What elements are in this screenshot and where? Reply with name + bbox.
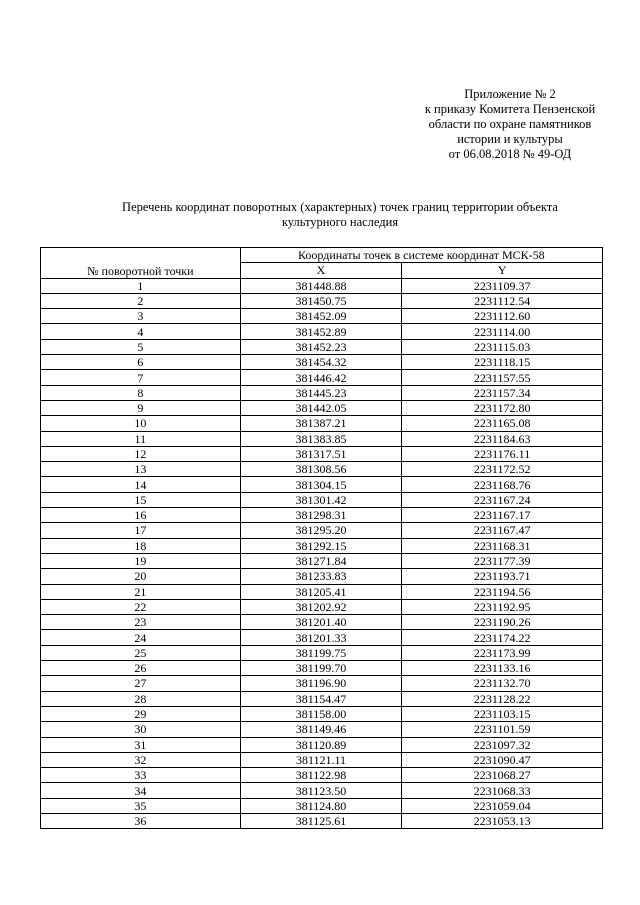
y-coordinate-cell: 2231190.26 xyxy=(402,615,603,630)
table-row xyxy=(41,385,603,400)
y-coordinate-cell: 2231103.15 xyxy=(402,706,603,721)
table-body xyxy=(41,278,603,829)
x-coordinate-cell: 381295.20 xyxy=(240,523,402,538)
y-coordinate-cell: 2231176.11 xyxy=(402,446,603,461)
point-number-cell: 11 xyxy=(41,431,241,446)
y-coordinate-cell: 2231133.16 xyxy=(402,661,603,676)
table-row xyxy=(41,538,603,553)
table-row xyxy=(41,661,603,676)
x-coordinate-cell: 381445.23 xyxy=(240,385,402,400)
y-coordinate-cell: 2231194.56 xyxy=(402,584,603,599)
y-coordinate-cell: 2231128.22 xyxy=(402,691,603,706)
point-number-cell: 33 xyxy=(41,768,241,783)
table-row xyxy=(41,813,603,828)
y-coordinate-cell: 2231165.08 xyxy=(402,416,603,431)
x-coordinate-cell: 381158.00 xyxy=(240,706,402,721)
x-coordinate-cell: 381121.11 xyxy=(240,752,402,767)
point-number-cell: 4 xyxy=(41,324,241,339)
x-coordinate-cell: 381448.88 xyxy=(240,278,402,293)
point-number-cell: 17 xyxy=(41,523,241,538)
coordinates-table xyxy=(40,247,603,829)
point-number-cell: 8 xyxy=(41,385,241,400)
table-row xyxy=(41,737,603,752)
point-number-cell: 26 xyxy=(41,661,241,676)
x-coordinate-cell: 381452.09 xyxy=(240,309,402,324)
table-row xyxy=(41,569,603,584)
header-line: Приложение № 2 xyxy=(464,87,556,101)
table-row xyxy=(41,431,603,446)
y-coordinate-cell: 2231184.63 xyxy=(402,431,603,446)
table-row xyxy=(41,355,603,370)
x-coordinate-cell: 381201.40 xyxy=(240,615,402,630)
appendix-header xyxy=(405,87,615,162)
table-row xyxy=(41,615,603,630)
y-coordinate-cell: 2231101.59 xyxy=(402,722,603,737)
x-coordinate-cell: 381154.47 xyxy=(240,691,402,706)
x-coordinate-cell: 381122.98 xyxy=(240,768,402,783)
point-number-cell: 23 xyxy=(41,615,241,630)
table-row xyxy=(41,400,603,415)
x-header: X xyxy=(240,263,402,278)
table-row xyxy=(41,477,603,492)
y-coordinate-cell: 2231167.24 xyxy=(402,492,603,507)
x-coordinate-cell: 381452.89 xyxy=(240,324,402,339)
header-line: к приказу Комитета Пензенской xyxy=(424,102,596,116)
y-coordinate-cell: 2231193.71 xyxy=(402,569,603,584)
point-number-cell: 6 xyxy=(41,355,241,370)
x-coordinate-cell: 381201.33 xyxy=(240,630,402,645)
x-coordinate-cell: 381317.51 xyxy=(240,446,402,461)
point-number-cell: 35 xyxy=(41,798,241,813)
coordinates-header: Координаты точек в системе координат МСК-58 xyxy=(240,248,602,263)
y-coordinate-cell: 2231090.47 xyxy=(402,752,603,767)
point-number-cell: 21 xyxy=(41,584,241,599)
point-number-cell: 5 xyxy=(41,339,241,354)
x-coordinate-cell: 381202.92 xyxy=(240,599,402,614)
table-row xyxy=(41,309,603,324)
point-number-cell: 12 xyxy=(41,446,241,461)
y-coordinate-cell: 2231172.80 xyxy=(402,400,603,415)
point-number-cell: 31 xyxy=(41,737,241,752)
x-coordinate-cell: 381196.90 xyxy=(240,676,402,691)
y-coordinate-cell: 2231157.55 xyxy=(402,370,603,385)
table-row xyxy=(41,508,603,523)
table-row xyxy=(41,783,603,798)
x-coordinate-cell: 381383.85 xyxy=(240,431,402,446)
document-title xyxy=(60,200,620,230)
y-coordinate-cell: 2231177.39 xyxy=(402,553,603,568)
table-row xyxy=(41,324,603,339)
table-row xyxy=(41,599,603,614)
x-coordinate-cell: 381298.31 xyxy=(240,508,402,523)
x-coordinate-cell: 381233.83 xyxy=(240,569,402,584)
point-number-cell: 28 xyxy=(41,691,241,706)
x-coordinate-cell: 381442.05 xyxy=(240,400,402,415)
table-row xyxy=(41,645,603,660)
y-coordinate-cell: 2231109.37 xyxy=(402,278,603,293)
y-coordinate-cell: 2231118.15 xyxy=(402,355,603,370)
y-coordinate-cell: 2231157.34 xyxy=(402,385,603,400)
point-number-cell: 9 xyxy=(41,400,241,415)
point-number-cell: 19 xyxy=(41,553,241,568)
table-row xyxy=(41,691,603,706)
x-coordinate-cell: 381149.46 xyxy=(240,722,402,737)
x-coordinate-cell: 381301.42 xyxy=(240,492,402,507)
x-coordinate-cell: 381304.15 xyxy=(240,477,402,492)
y-coordinate-cell: 2231068.33 xyxy=(402,783,603,798)
point-number-cell: 34 xyxy=(41,783,241,798)
y-coordinate-cell: 2231192.95 xyxy=(402,599,603,614)
header-line: от 06.08.2018 № 49-ОД xyxy=(448,147,572,161)
point-number-cell: 13 xyxy=(41,462,241,477)
table-row xyxy=(41,676,603,691)
x-coordinate-cell: 381452.23 xyxy=(240,339,402,354)
x-coordinate-cell: 381124.80 xyxy=(240,798,402,813)
x-coordinate-cell: 381199.75 xyxy=(240,645,402,660)
table-row xyxy=(41,553,603,568)
table-row xyxy=(41,492,603,507)
y-coordinate-cell: 2231053.13 xyxy=(402,813,603,828)
point-number-cell: 29 xyxy=(41,706,241,721)
y-coordinate-cell: 2231172.52 xyxy=(402,462,603,477)
y-coordinate-cell: 2231174.22 xyxy=(402,630,603,645)
table-row xyxy=(41,752,603,767)
y-coordinate-cell: 2231097.32 xyxy=(402,737,603,752)
x-coordinate-cell: 381271.84 xyxy=(240,553,402,568)
y-coordinate-cell: 2231112.54 xyxy=(402,293,603,308)
point-number-cell: 20 xyxy=(41,569,241,584)
x-coordinate-cell: 381125.61 xyxy=(240,813,402,828)
point-number-cell: 36 xyxy=(41,813,241,828)
point-number-cell: 7 xyxy=(41,370,241,385)
point-number-cell: 14 xyxy=(41,477,241,492)
table-row xyxy=(41,416,603,431)
table-row xyxy=(41,584,603,599)
y-coordinate-cell: 2231112.60 xyxy=(402,309,603,324)
y-coordinate-cell: 2231115.03 xyxy=(402,339,603,354)
table-row xyxy=(41,523,603,538)
y-header: Y xyxy=(402,263,603,278)
point-number-cell: 10 xyxy=(41,416,241,431)
title-line: Перечень координат поворотных (характерных) точек границ территории объекта xyxy=(122,200,558,214)
point-number-cell: 32 xyxy=(41,752,241,767)
header-line: истории и культуры xyxy=(457,132,563,146)
table-row xyxy=(41,278,603,293)
table-row xyxy=(41,768,603,783)
x-coordinate-cell: 381123.50 xyxy=(240,783,402,798)
x-coordinate-cell: 381308.56 xyxy=(240,462,402,477)
y-coordinate-cell: 2231068.27 xyxy=(402,768,603,783)
point-number-cell: 18 xyxy=(41,538,241,553)
y-coordinate-cell: 2231173.99 xyxy=(402,645,603,660)
title-line: культурного наследия xyxy=(281,215,399,229)
header-line: области по охране памятников xyxy=(428,117,592,131)
table-row xyxy=(41,706,603,721)
x-coordinate-cell: 381387.21 xyxy=(240,416,402,431)
y-coordinate-cell: 2231167.47 xyxy=(402,523,603,538)
y-coordinate-cell: 2231059.04 xyxy=(402,798,603,813)
point-number-cell: 3 xyxy=(41,309,241,324)
x-coordinate-cell: 381446.42 xyxy=(240,370,402,385)
x-coordinate-cell: 381292.15 xyxy=(240,538,402,553)
table-row xyxy=(41,798,603,813)
point-number-cell: 22 xyxy=(41,599,241,614)
point-number-cell: 30 xyxy=(41,722,241,737)
point-number-header: № поворотной точки xyxy=(41,248,241,279)
x-coordinate-cell: 381199.70 xyxy=(240,661,402,676)
table-row xyxy=(41,630,603,645)
table-row xyxy=(41,339,603,354)
table-row xyxy=(41,462,603,477)
point-number-cell: 25 xyxy=(41,645,241,660)
point-number-cell: 27 xyxy=(41,676,241,691)
point-number-cell: 16 xyxy=(41,508,241,523)
x-coordinate-cell: 381120.89 xyxy=(240,737,402,752)
y-coordinate-cell: 2231168.76 xyxy=(402,477,603,492)
table-row xyxy=(41,370,603,385)
table-row xyxy=(41,293,603,308)
point-number-cell: 1 xyxy=(41,278,241,293)
x-coordinate-cell: 381205.41 xyxy=(240,584,402,599)
point-number-cell: 2 xyxy=(41,293,241,308)
table-row xyxy=(41,446,603,461)
point-number-cell: 15 xyxy=(41,492,241,507)
table-row xyxy=(41,722,603,737)
y-coordinate-cell: 2231167.17 xyxy=(402,508,603,523)
y-coordinate-cell: 2231132.70 xyxy=(402,676,603,691)
x-coordinate-cell: 381450.75 xyxy=(240,293,402,308)
x-coordinate-cell: 381454.32 xyxy=(240,355,402,370)
y-coordinate-cell: 2231168.31 xyxy=(402,538,603,553)
point-number-cell: 24 xyxy=(41,630,241,645)
y-coordinate-cell: 2231114.00 xyxy=(402,324,603,339)
